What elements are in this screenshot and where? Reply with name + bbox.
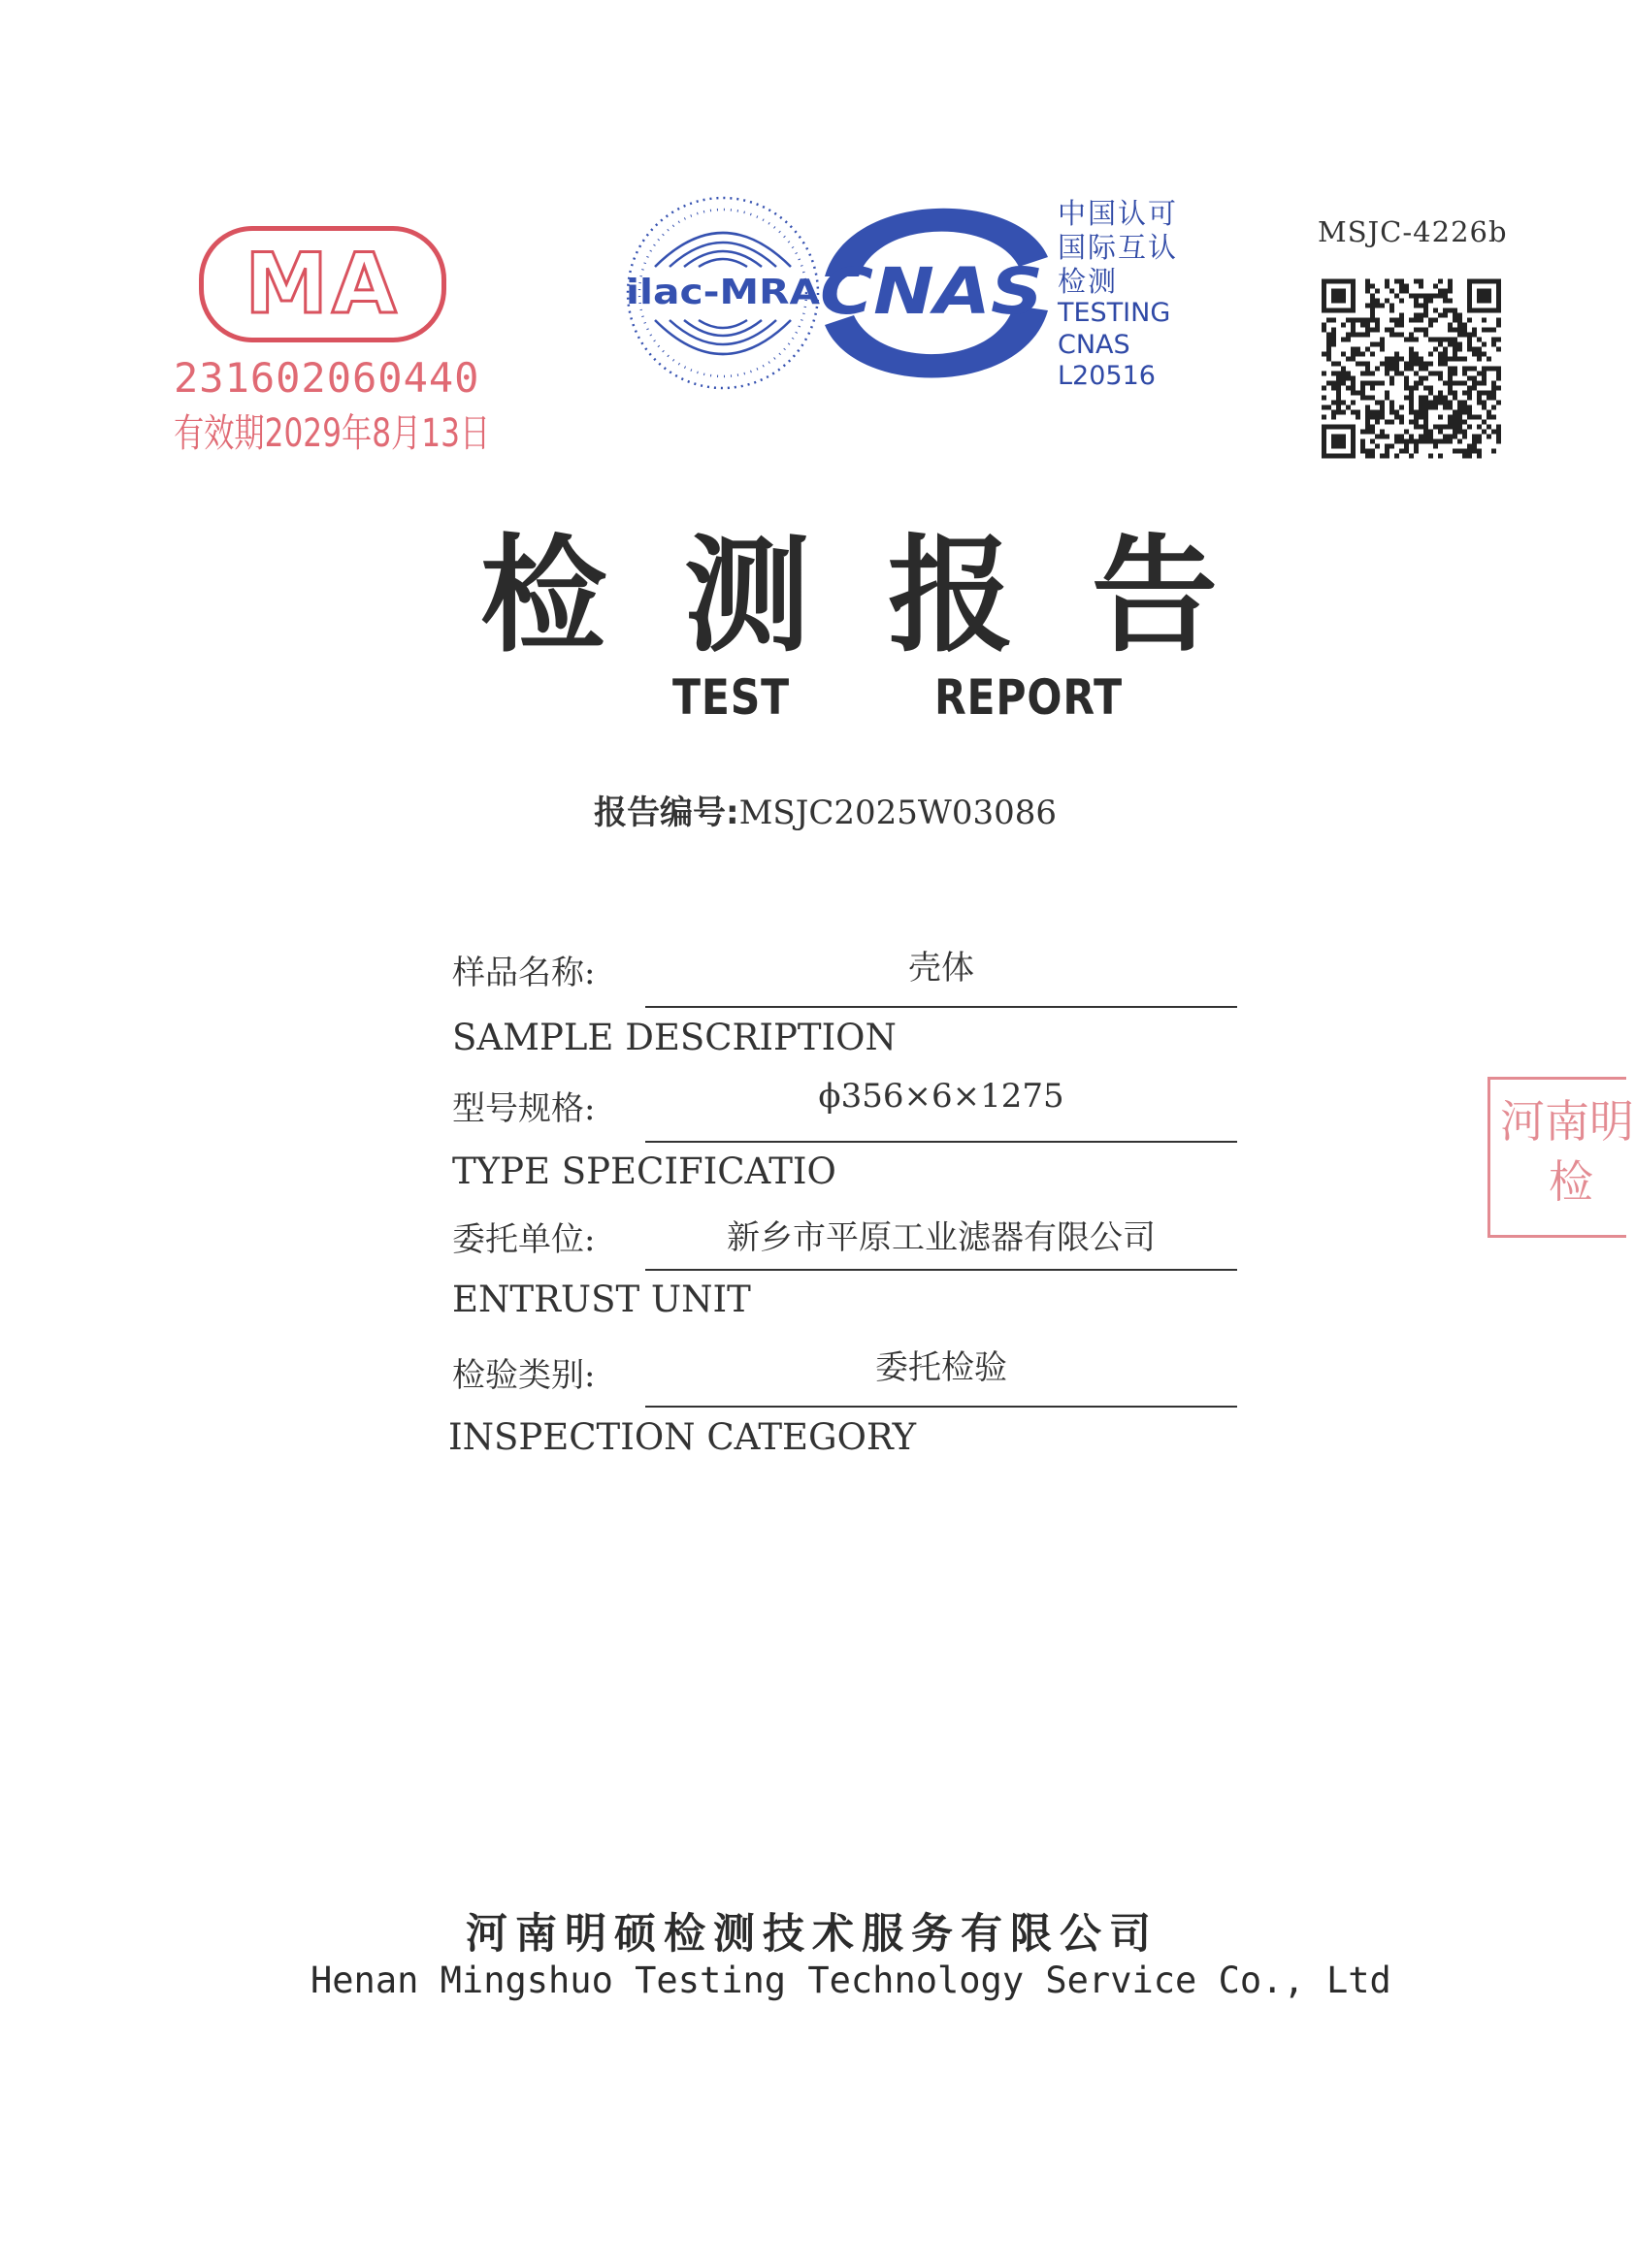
sample-name-value: 壳体 (908, 949, 974, 988)
qr-code-icon (1322, 276, 1501, 461)
ilac-mra-label: ilac-MRA (626, 273, 821, 312)
inspection-category-en-label: INSPECTION CATEGORY (448, 1416, 917, 1458)
report-number (594, 786, 1057, 833)
cnas-testing: TESTING (1058, 298, 1171, 329)
cnas-cn-line: 检测 (1058, 264, 1119, 298)
edge-seal-line: 河南明 (1500, 1095, 1634, 1148)
cma-number: 231602060440 (174, 354, 480, 402)
cnas-logo (810, 199, 1062, 383)
report-number-label: 报告编号: (594, 794, 739, 832)
cnas-description (1058, 197, 1198, 393)
field-underline (645, 1269, 1237, 1271)
title-char: 报 (887, 521, 1014, 669)
title-char: 检 (480, 521, 607, 669)
cma-logo: MA (199, 226, 446, 342)
inspection-category-label: 检验类别: (452, 1356, 596, 1395)
company-name-cn: 河南明硕检测技术服务有限公司 (466, 1910, 1159, 1959)
sample-description-label: SAMPLE DESCRIPTION (452, 1017, 897, 1058)
field-underline (645, 1006, 1237, 1008)
entrust-unit-label: 委托单位: (452, 1220, 596, 1259)
title-char: 测 (683, 521, 810, 669)
accreditation-logos (616, 189, 1198, 403)
company-name-en: Henan Mingshuo Testing Technology Service Co., Ltd (310, 1960, 1391, 2001)
ilac-mra-logo (616, 189, 830, 398)
field-underline (645, 1141, 1237, 1143)
type-spec-label: 型号规格: (452, 1089, 596, 1128)
cnas-cn-line: 中国认可 (1058, 197, 1179, 230)
cnas-reg-number: CNAS L20516 (1058, 329, 1156, 392)
field-underline (645, 1406, 1237, 1408)
cnas-cn-line: 国际互认 (1058, 230, 1179, 264)
inspection-category-value: 委托检验 (875, 1348, 1007, 1387)
cma-stamp (170, 218, 490, 461)
entrust-unit-en-label: ENTRUST UNIT (452, 1279, 751, 1320)
report-title-en: TEST REPORT (672, 669, 1123, 726)
cma-validity: 有效期2029年8月13日 (174, 411, 491, 456)
edge-seal-line: 检 (1549, 1155, 1593, 1208)
cnas-label: CNAS (820, 254, 1043, 329)
report-title-cn (480, 495, 1218, 676)
entrust-unit-value: 新乡市平原工业滤器有限公司 (727, 1218, 1156, 1257)
edge-seal-stamp (1487, 1077, 1634, 1238)
document-code: MSJC-4226b (1318, 215, 1508, 248)
report-number-value: MSJC2025W03086 (738, 794, 1057, 832)
type-specification-label: TYPE SPECIFICATIO (452, 1150, 836, 1192)
type-spec-value: ϕ356×6×1275 (818, 1077, 1064, 1116)
title-char: 告 (1091, 521, 1218, 669)
sample-name-label: 样品名称: (452, 954, 596, 992)
